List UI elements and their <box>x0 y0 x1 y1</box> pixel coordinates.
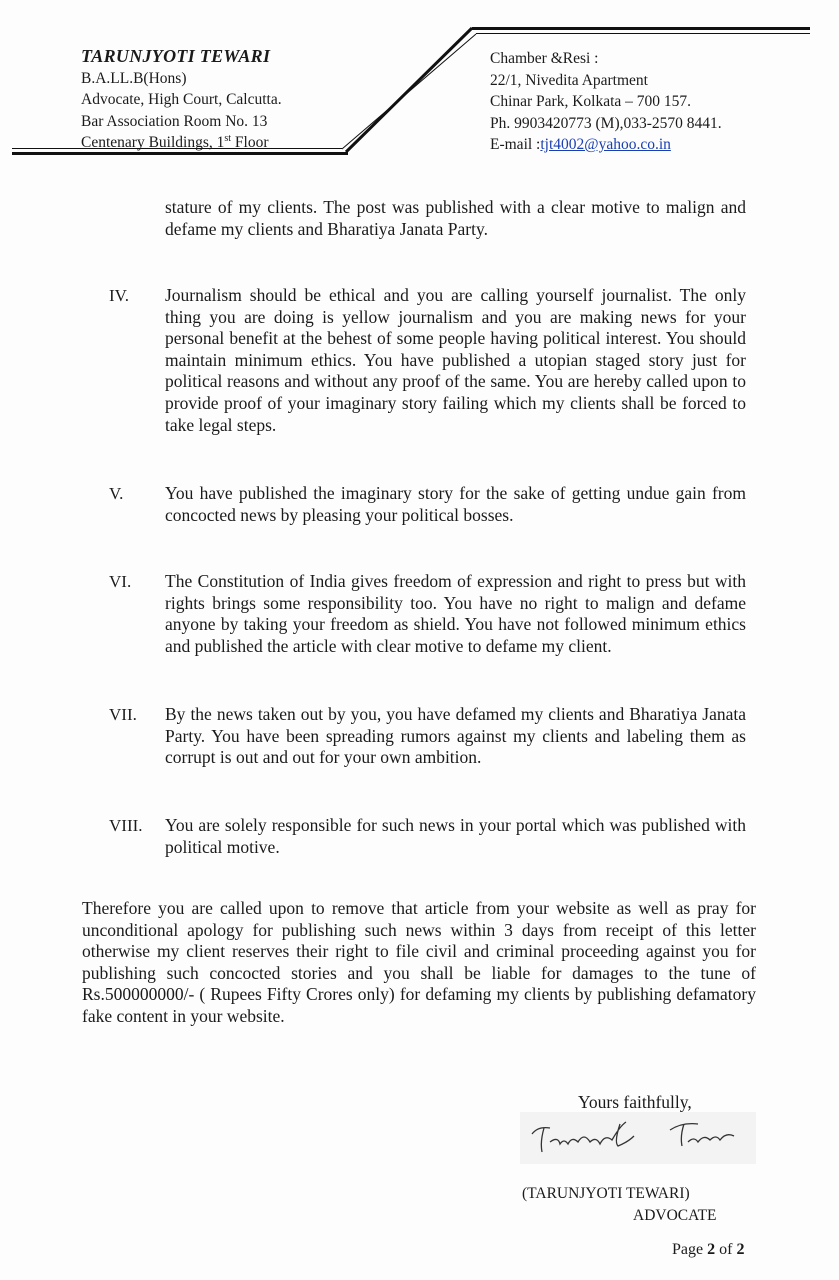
advocate-name: TARUNJYOTI TEWARI <box>81 46 271 66</box>
point-number: IV. <box>109 286 129 305</box>
page-current: 2 <box>707 1241 716 1258</box>
letterhead-right <box>490 48 722 156</box>
point-number: VII. <box>109 705 137 724</box>
continuation-paragraph: stature of my clients. The post was published with a clear motive to malign and defame my clients and Bharatiya Janata Party. <box>165 197 746 239</box>
email-row <box>490 134 722 156</box>
point-number: VI. <box>109 572 132 591</box>
signature-image <box>520 1112 756 1164</box>
phone: Ph. 9903420773 (M),033-2570 8441. <box>490 114 722 132</box>
point-text: Journalism should be ethical and you are calling yourself journalist. The only thing you are doing is yellow journalism and you are making news for your personal benefit at the behest of some people having political interest. You should maintain minimum ethics. You have published a utopian staged story just for political reasons and without any proof of the same. You are hereby called upon to provide proof of your imaginary story failing which my clients shall be forced to take legal steps. <box>165 285 746 435</box>
qualification: B.A.LL.B(Hons) <box>81 69 187 87</box>
point-number: VIII. <box>109 816 143 835</box>
point-text: You are solely responsible for such news in your portal which was published with political motive. <box>165 815 746 857</box>
court: Advocate, High Court, Calcutta. <box>81 91 282 108</box>
email-link[interactable]: tjt4002@yahoo.co.in <box>540 136 671 153</box>
page-total: 2 <box>736 1241 745 1258</box>
building-prefix: Centenary Buildings, 1 <box>81 134 225 151</box>
signatory-title: ADVOCATE <box>633 1207 717 1224</box>
address-line-1: 22/1, Nivedita Apartment <box>490 71 648 89</box>
chamber-label: Chamber &Resi : <box>490 50 599 67</box>
email-label: E-mail : <box>490 136 541 153</box>
page-of: of <box>715 1241 737 1258</box>
point-text: You have published the imaginary story for the sake of getting undue gain from concocted news by pleasing your political bosses. <box>165 483 746 525</box>
page-label: Page <box>672 1241 708 1258</box>
handwritten-signature <box>520 1112 756 1164</box>
address-line-2: Chinar Park, Kolkata – 700 157. <box>490 93 692 110</box>
letterhead-left <box>81 46 282 154</box>
building-sup: st <box>224 132 232 144</box>
bar-room: Bar Association Room No. 13 <box>81 112 268 130</box>
point-number: V. <box>109 484 124 503</box>
building-suffix: Floor <box>231 134 269 151</box>
point-text: By the news taken out by you, you have defamed my clients and Bharatiya Janata Party. You have been spreading rumors against my clients and labeling them as corrupt is out and out for your own ambition. <box>165 704 746 768</box>
final-paragraph: Therefore you are called upon to remove that article from your website as well as pray for unconditional apology for publishing such news within 3 days from receipt of this letter otherwise my client reserves their right to file civil and criminal proceeding against you for publishing such concocted stories and you shall be liable for damages to the tune of Rs.500000000/- ( Rupees Fifty Crores only) for defaming my clients by publishing defamatory fake content in your website. <box>82 898 756 1026</box>
signatory-name: (TARUNJYOTI TEWARI) <box>522 1185 690 1202</box>
page-number <box>672 1241 744 1259</box>
closing-salutation: Yours faithfully, <box>578 1092 692 1112</box>
building <box>81 132 282 154</box>
point-text: The Constitution of India gives freedom of expression and right to press but with rights brings some responsibility too. You have no right to malign and defame anyone by taking your freedom as shield. You have not followed minimum ethics and published the article with clear motive to defame my client. <box>165 571 746 656</box>
